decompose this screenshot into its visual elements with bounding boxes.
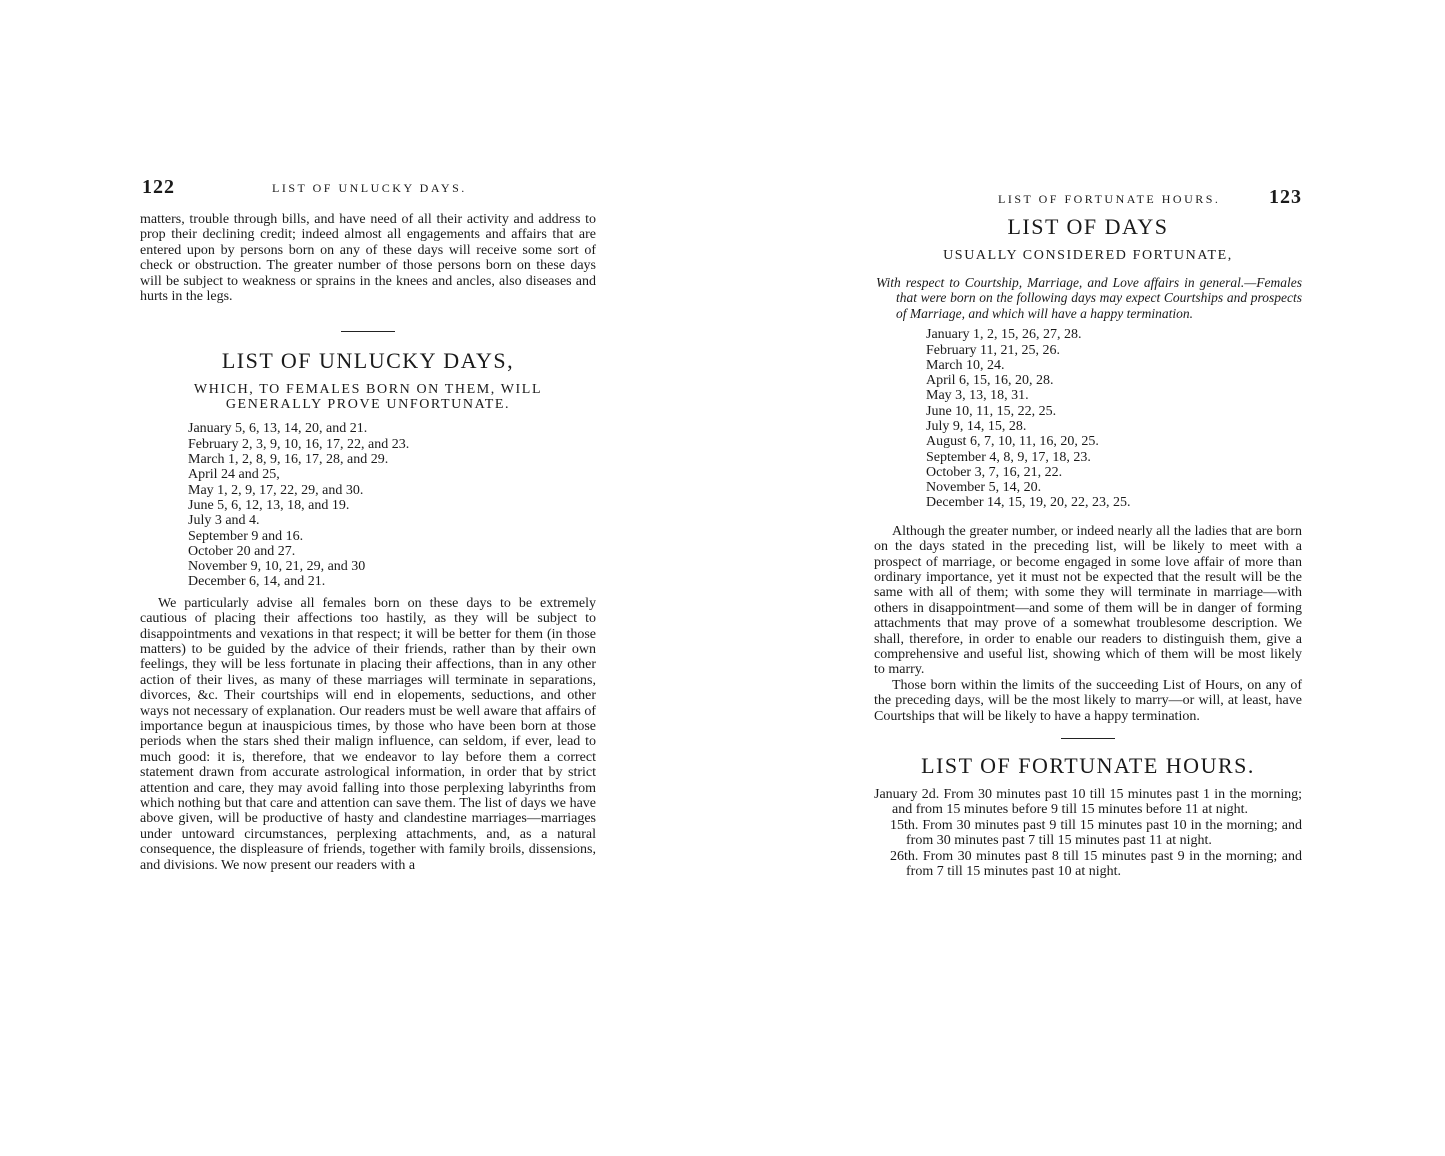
- date-entry: September 9 and 16.: [188, 528, 304, 544]
- intro-italic: With respect to Courtship, Marriage, and Love affairs in general.—Females that were born on the following days may expect Courtships and prospects of Marriage, and which will have a happy termination.: [876, 275, 1302, 321]
- hours-entry: January 2d. From 30 minutes past 10 till 15 minutes past 1 in the morning; and from 15 minutes before 9 till 15 minutes before 11 at night.: [874, 787, 1302, 818]
- section-title: LIST OF DAYS: [1007, 214, 1169, 239]
- fortunate-hours-list: [874, 787, 1302, 879]
- date-entry: February 2, 3, 9, 10, 16, 17, 22, and 23.: [188, 436, 410, 452]
- date-entry: January 5, 6, 13, 14, 20, and 21.: [188, 421, 368, 437]
- date-entry: October 20 and 27.: [188, 543, 296, 559]
- date-entry: July 9, 14, 15, 28.: [926, 419, 1027, 434]
- date-entry: July 3 and 4.: [188, 513, 260, 529]
- page-number: 123: [1269, 186, 1302, 208]
- date-entry: April 24 and 25,: [188, 467, 280, 483]
- date-entry: November 9, 10, 21, 29, and 30: [188, 559, 366, 575]
- date-entry: May 3, 13, 18, 31.: [926, 388, 1029, 404]
- left-page: [140, 176, 596, 873]
- date-entry: January 1, 2, 15, 26, 27, 28.: [926, 327, 1082, 343]
- section-subtitle: WHICH, TO FEMALES BORN ON THEM, WILL GENERALLY PROVE UNFORTUNATE.: [193, 382, 543, 413]
- page-number: 122: [142, 176, 175, 198]
- hours-title: LIST OF FORTUNATE HOURS.: [921, 753, 1255, 779]
- section-divider: [341, 331, 395, 332]
- date-entry: March 1, 2, 8, 9, 16, 17, 28, and 29.: [188, 452, 389, 468]
- body-paragraph: Although the greater number, or indeed nearly all the ladies that are born on the days stated in the preceding list, will be likely to meet with a prospect of marriage, or become engaged in some love affair of more than ordinary importance, yet it must not be expected that the result will be the same with all of them; with some they will terminate in marriage—with others in disappointment—and some of them will be in danger of forming attachments that may prove of a somewhat troublesome description. We shall, therefore, in order to enable our readers to distinguish them, give a comprehensive and useful list, showing which of them will be most likely to marry.: [874, 523, 1302, 678]
- section-subtitle: USUALLY CONSIDERED FORTUNATE,: [943, 248, 1233, 263]
- section-title: LIST OF UNLUCKY DAYS,: [221, 348, 515, 374]
- date-entry: March 10, 24.: [926, 357, 1005, 373]
- left-running-head: [140, 176, 596, 202]
- date-entry: October 3, 7, 16, 21, 22.: [926, 464, 1063, 480]
- date-entry: November 5, 14, 20.: [926, 480, 1042, 496]
- hours-entry: 26th. From 30 minutes past 8 till 15 minutes past 9 in the morning; and from 7 till 15 minutes past 10 at night.: [890, 848, 1302, 880]
- date-entry: December 14, 15, 19, 20, 22, 23, 25.: [926, 495, 1131, 511]
- running-title: LIST OF UNLUCKY DAYS.: [272, 181, 467, 195]
- date-entry: September 4, 8, 9, 17, 18, 23.: [926, 449, 1091, 465]
- right-running-head: [874, 186, 1302, 212]
- fortunate-dates-list: [926, 327, 1302, 511]
- date-entry: April 6, 15, 16, 20, 28.: [926, 373, 1054, 389]
- date-entry: February 11, 21, 25, 26.: [926, 342, 1061, 358]
- date-entry: August 6, 7, 10, 11, 16, 20, 25.: [926, 434, 1099, 450]
- date-entry: June 5, 6, 12, 13, 18, and 19.: [188, 497, 350, 513]
- unlucky-dates-list: [188, 421, 596, 589]
- date-entry: June 10, 11, 15, 22, 25.: [926, 403, 1057, 419]
- continued-paragraph: matters, trouble through bills, and have need of all their activity and address to prop their declining credit; indeed almost all engagements and affairs that are entered upon by persons born on any of these days will receive some sort of check or obstruction. The greater number of those persons born on these days will be subject to weakness or sprains in the knees and ancles, also diseases and hurts in the legs.: [140, 212, 596, 305]
- section-divider: [1061, 738, 1115, 739]
- running-title: LIST OF FORTUNATE HOURS.: [998, 192, 1221, 206]
- hours-entry: 15th. From 30 minutes past 9 till 15 minutes past 10 in the morning; and from 30 minutes past 7 till 15 minutes past 11 at night.: [890, 817, 1302, 849]
- body-paragraph: Those born within the limits of the succeeding List of Hours, on any of the preceding days, will be the most likely to marry—or will, at least, have Courtships that will be likely to have a happy termination.: [874, 677, 1302, 724]
- body-paragraph: We particularly advise all females born on these days to be extremely cautious of placing their affections too hastily, as they will be subject to disappointments and vexations in that respect; it will be better for them (in those matters) to be guided by the advice of their friends, rather than by their own feelings, they will be less fortunate in placing their affections, than in any other action of their lives, as many of these marriages will terminate in separations, divorces, &c. Their courtships will end in elopements, seductions, and other ways not necessary of explanation. Our readers must be well aware that affairs of importance begun at inauspicious times, by those who have been born at those periods when the stars shed their malign influence, can seldom, if ever, lead to much good: it is, therefore, that we endeavor to lay before them a correct statement drawn from accurate astrological information, in order that by strict attention and care, they may avoid falling into those perplexing labyrinths from which nothing but that care and attention can save them. The list of days we have above given, will be productive of hasty and clandestine marriages—marriages under untoward circumstances, perplexing attachments, and, as a natural consequence, the displeasure of friends, together with family broils, dissensions, and divisions. We now present our readers with a: [140, 595, 596, 873]
- right-page: [874, 186, 1302, 880]
- date-entry: May 1, 2, 9, 17, 22, 29, and 30.: [188, 482, 364, 498]
- date-entry: December 6, 14, and 21.: [188, 574, 326, 590]
